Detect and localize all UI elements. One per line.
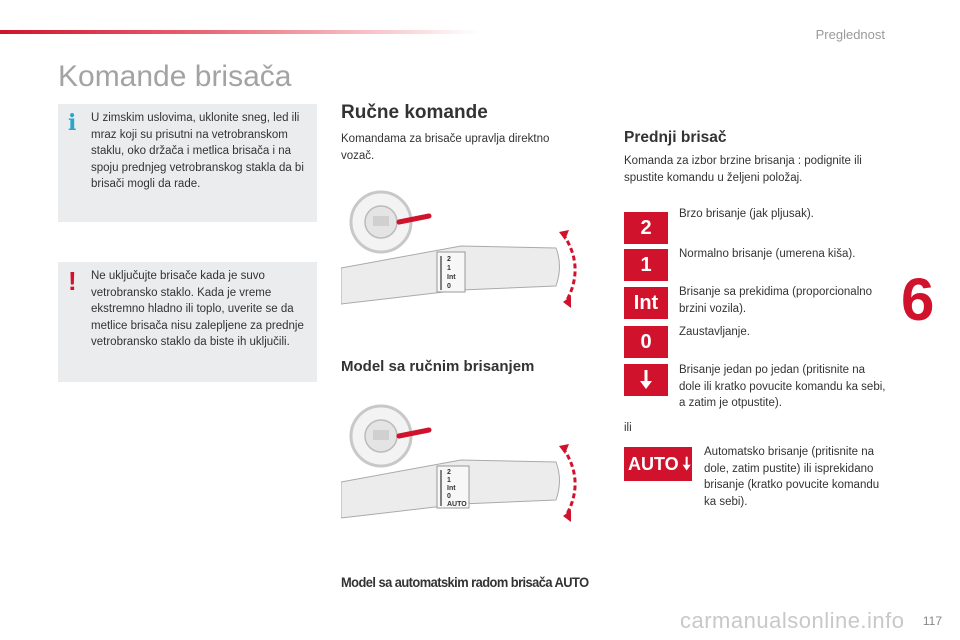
stalk-label-2: 2 <box>447 469 451 476</box>
mode-text-1: Normalno brisanje (umerena kiša). <box>679 248 856 260</box>
section-label: Preglednost <box>815 27 885 42</box>
mode-badge-0: 0 <box>624 326 668 358</box>
warning-note-text: Ne uključujte brisače kada je suvo vetrobransko staklo. Kada je vreme ekstremno hladno ili toplo, uverite se da metlice brisača nisu zalepljene za prednje vetrobransko staklo da biste ih uključili. <box>91 270 304 348</box>
wiper-stalk-auto-illustration <box>341 400 591 540</box>
stalk-label-1: 1 <box>447 265 451 272</box>
stalk-label-2: 2 <box>447 256 451 263</box>
mode-badge-2: 2 <box>624 212 668 244</box>
rucne-description: Komandama za brisače upravlja direktno vozač. <box>341 133 550 162</box>
prednji-description: Komanda za izbor brzine brisanja : podignite ili spustite komandu u željeni položaj. <box>624 155 862 184</box>
info-note-text: U zimskim uslovima, uklonite sneg, led ili mraz koji su prisutni na vetrobranskom staklu, oko držača i metlica brisača i na spoju prednjeg vetrobranskog stakla da bi brisači mogli da rade. <box>91 112 304 190</box>
rotation-arrow-icon <box>563 448 575 514</box>
section-title-prednji: Prednji brisač <box>624 129 727 146</box>
watermark: carmanualsonline.info <box>680 608 905 633</box>
rotation-arrow-icon <box>563 234 575 300</box>
warning-note <box>58 262 317 382</box>
mode-text-single: Brisanje jedan po jedan (pritisnite na dole ili kratko povucite komandu ka sebi, a zatim je otpustite). <box>679 364 886 409</box>
mode-text-auto: Automatsko brisanje (pritisnite na dole, zatim pustite) ili isprekidano brisanje (kratko povucite komandu ka sebi). <box>704 446 880 508</box>
mode-badge-single <box>624 364 668 396</box>
stalk-label-auto: AUTO <box>447 501 467 508</box>
or-label: ili <box>624 422 632 434</box>
warning-exclamation-icon: ! <box>68 266 77 296</box>
page-number: 117 <box>922 614 942 628</box>
section-title-model-manual: Model sa ručnim brisanjem <box>341 358 535 375</box>
stalk-label-0: 0 <box>447 283 451 290</box>
info-note <box>58 104 317 222</box>
stalk-label-int: Int <box>447 274 456 281</box>
mode-badge-int: Int <box>624 287 668 319</box>
stalk-label-1: 1 <box>447 477 451 484</box>
mode-text-0: Zaustavljanje. <box>679 326 750 338</box>
section-title-rucne: Ručne komande <box>341 102 488 123</box>
header-accent-bar <box>0 30 480 34</box>
chapter-number: 6 <box>901 266 935 333</box>
info-icon: i <box>68 110 77 136</box>
mode-badge-auto <box>624 447 692 481</box>
mode-text-int: Brisanje sa prekidima (proporcionalno brzini vozila). <box>679 286 873 315</box>
arrow-down-icon <box>637 368 655 392</box>
page-title: Komande brisača <box>58 60 292 93</box>
section-title-model-auto: Model sa automatskim radom brisača AUTO <box>341 574 589 590</box>
mode-badge-1: 1 <box>624 249 668 281</box>
arrow-down-icon <box>681 453 692 475</box>
wiper-stalk-manual-illustration <box>341 186 591 326</box>
mode-text-2: Brzo brisanje (jak pljusak). <box>679 208 814 220</box>
auto-badge-label: AUTO <box>628 453 679 474</box>
stalk-label-int: Int <box>447 485 456 492</box>
stalk-label-0: 0 <box>447 493 451 500</box>
